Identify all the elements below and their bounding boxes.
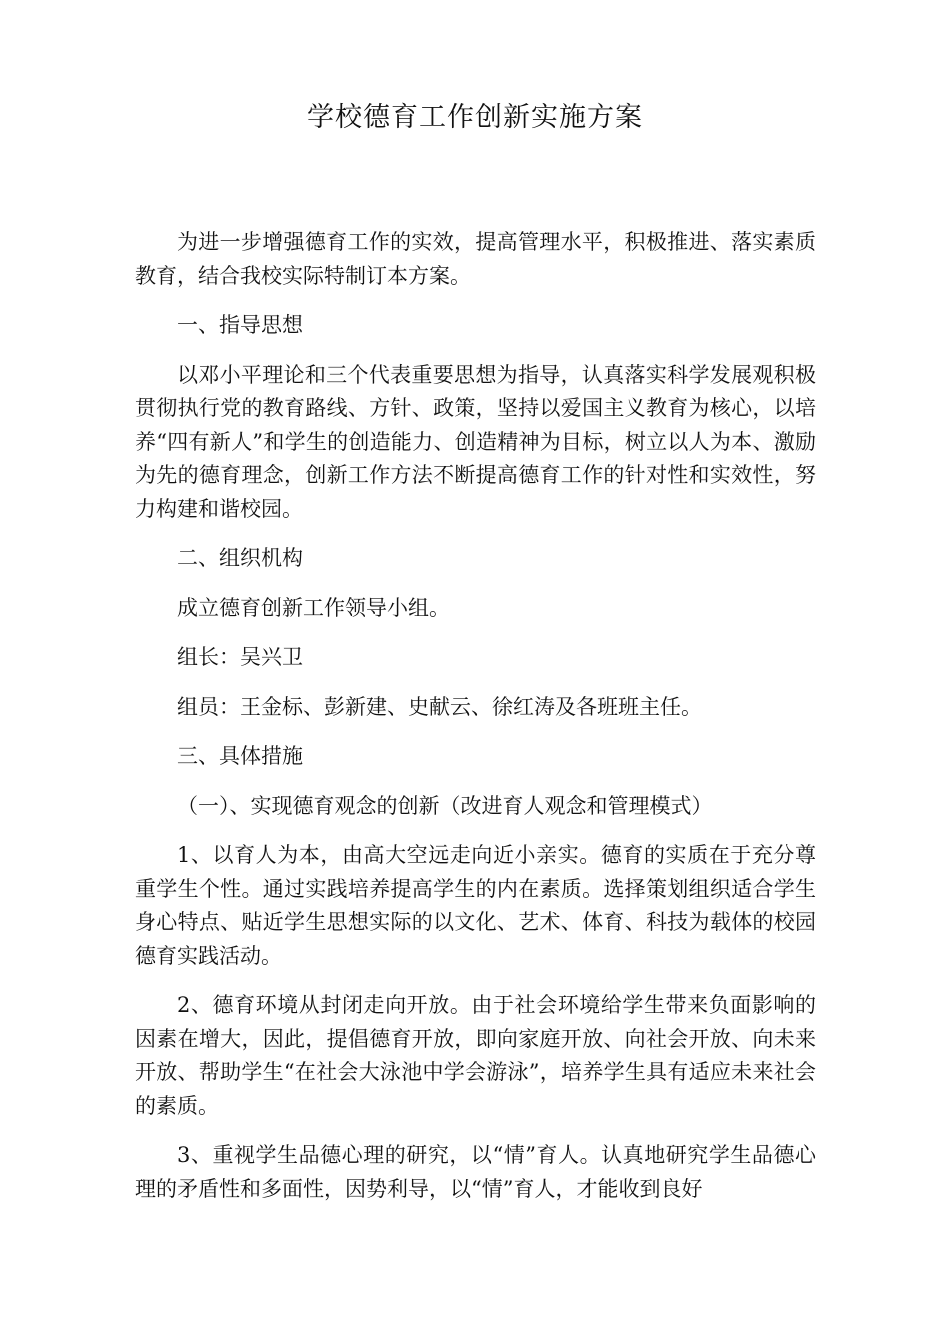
section-heading-measures: 三、具体措施: [177, 744, 303, 768]
guiding-thought-paragraph: 以邓小平理论和三个代表重要思想为指导，认真落实科学发展观积极贯彻执行党的教育路线、方针、政策，坚持以爱国主义教育为核心，以培养“四有新人”和学生的创造能力、创造精神为目标，树立以人为本、激励为先的德育理念，创新工作方法不断提高德育工作的针对性和实效性，努力构建和谐校园。: [135, 362, 816, 521]
measure-item-1: 1、以育人为本，由高大空远走向近小亲实。德育的实质在于充分尊重学生个性。通过实践培养提高学生的内在素质。选择策划组织适合学生身心特点、贴近学生思想实际的以文化、艺术、体育、科技为载体的校园德育实践活动。: [135, 843, 816, 968]
document-body: [135, 226, 816, 1222]
section-heading-organization: 二、组织机构: [177, 546, 303, 570]
team-leader-line: 组长：吴兴卫: [177, 645, 303, 669]
organization-paragraph: 成立德育创新工作领导小组。: [177, 595, 450, 620]
team-members-line: 组员：王金标、彭新建、史献云、徐红涛及各班班主任。: [177, 694, 702, 719]
intro-paragraph: 为进一步增强德育工作的实效，提高管理水平，积极推进、落实素质教育，结合我校实际特制订本方案。: [135, 230, 816, 288]
measure-item-2: 2、德育环境从封闭走向开放。由于社会环境给学生带来负面影响的因素在增大，因此，提倡德育开放，即向家庭开放、向社会开放、向未来开放、帮助学生“在社会大泳池中学会游泳”，培养学生具有适应未来社会的素质。: [135, 993, 816, 1118]
subsection-heading-concept-innovation: （一）、实现德育观念的创新（改进育人观念和管理模式）: [177, 793, 713, 818]
measure-item-3: 3、重视学生品德心理的研究，以“情”育人。认真地研究学生品德心理的矛盾性和多面性，因势利导，以“情”育人，才能收到良好: [135, 1143, 816, 1201]
section-heading-guiding-thought: 一、指导思想: [177, 313, 303, 337]
document-title: 学校德育工作创新实施方案: [307, 102, 643, 133]
